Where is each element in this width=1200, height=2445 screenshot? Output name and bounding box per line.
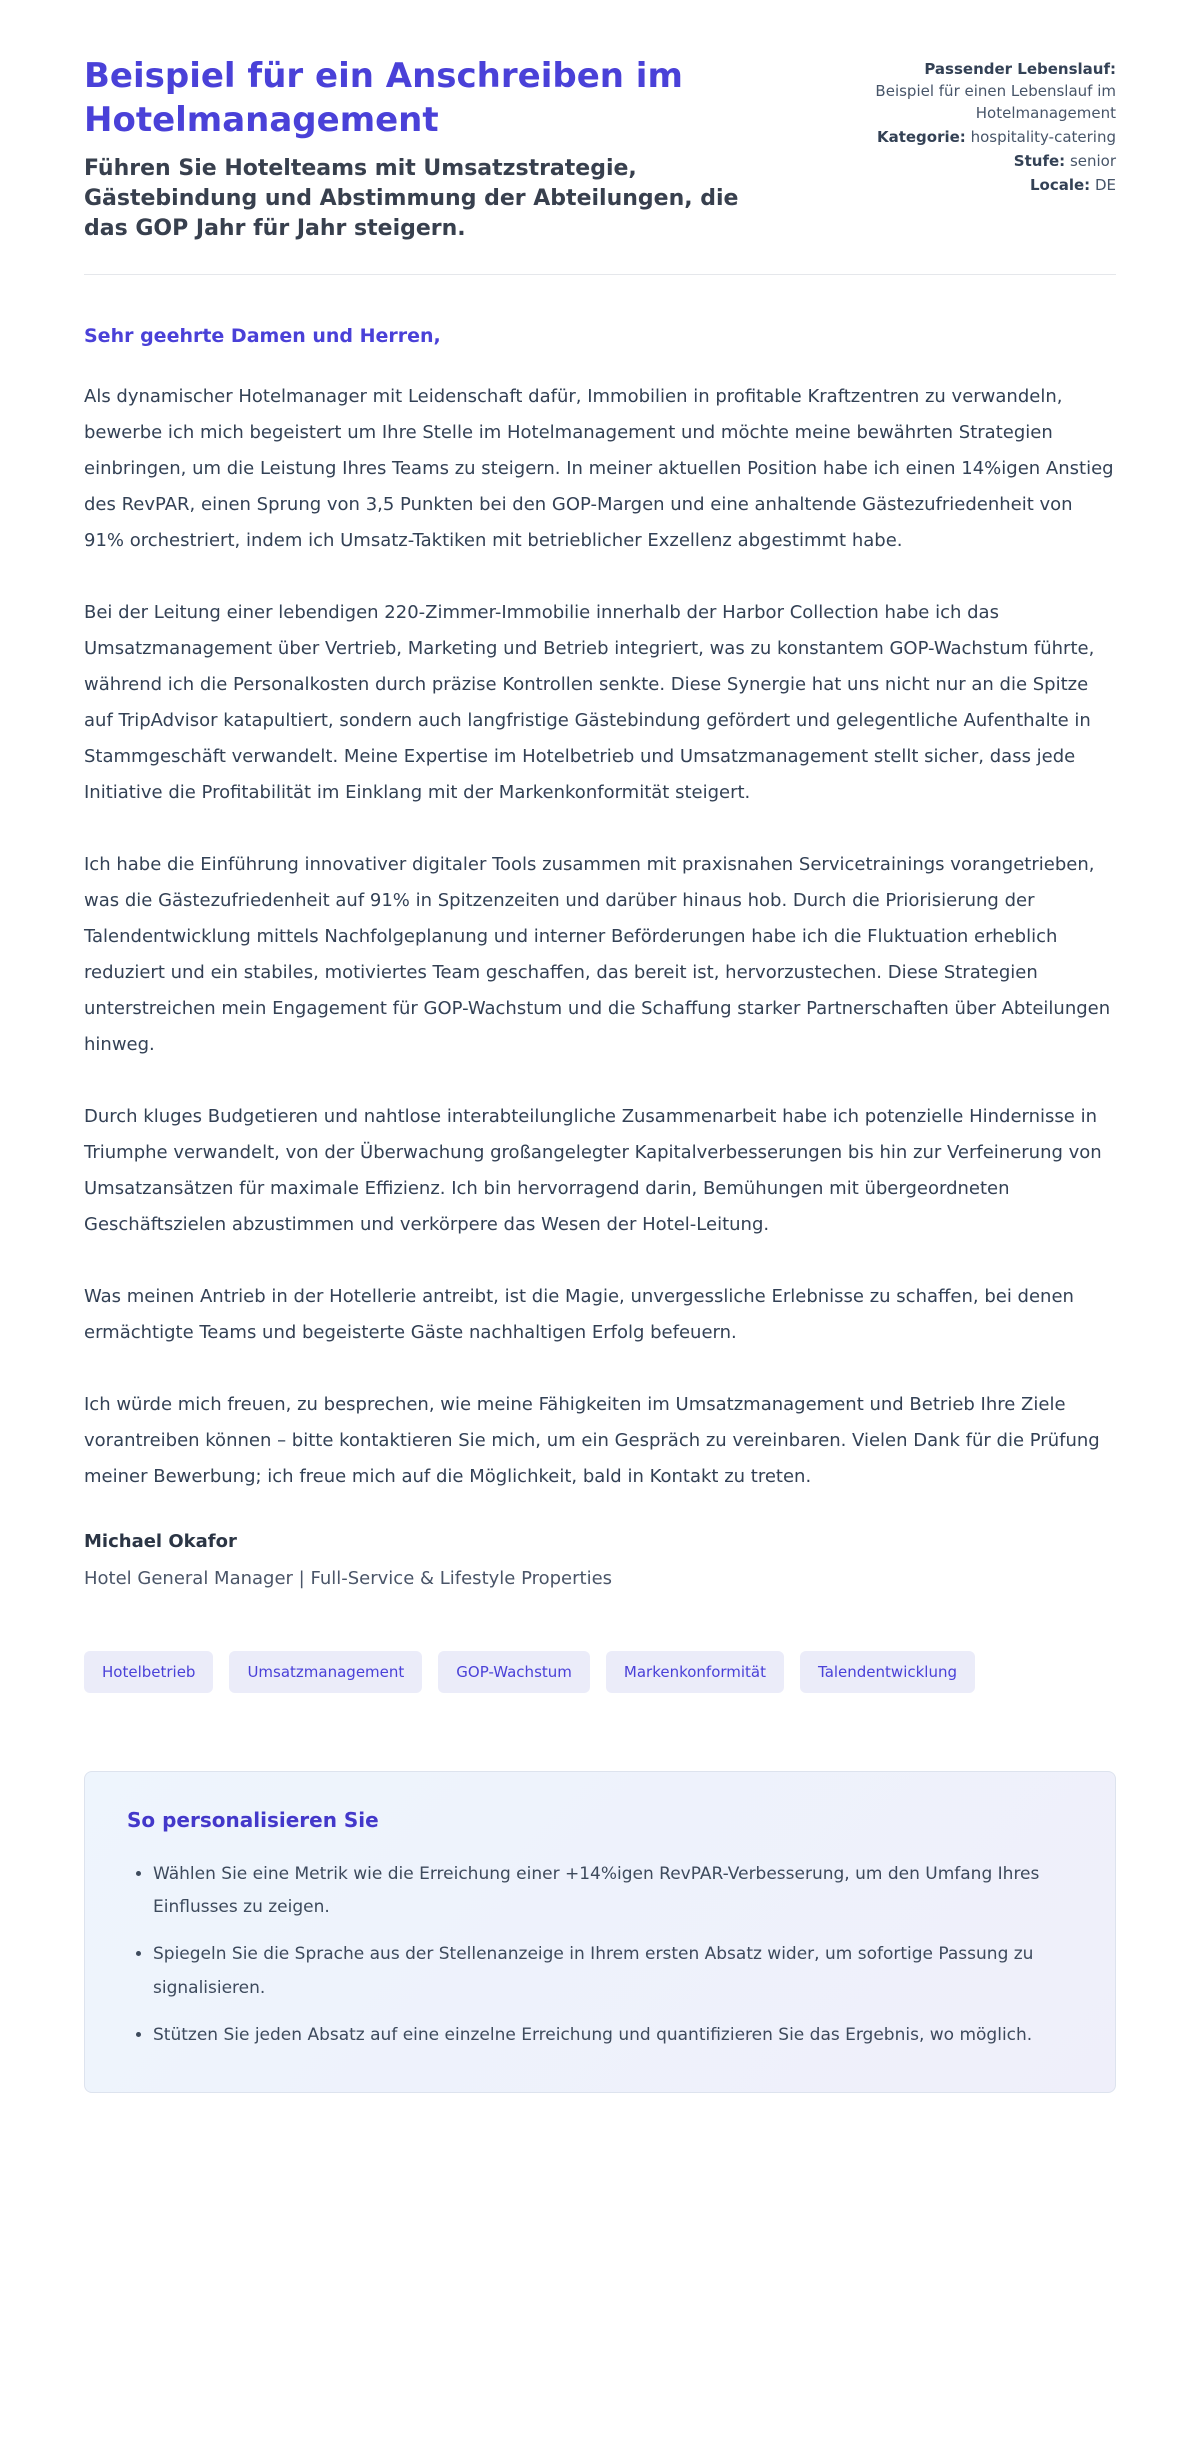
letter-paragraph: Ich habe die Einführung innovativer digitaler Tools zusammen mit praxisnahen Servicetrainings vorangetrieben, was die Gästezufriedenheit auf 91% in Spitzenzeiten und darüber hinaus hob. Durch die Priorisierung der Talendentwicklung mittels Nachfolgeplanung und interner Beförderungen habe ich die Fluktuation erheblich reduziert und ein stabiles, motiviertes Team geschaffen, das bereit ist, hervorzustechen. Diese Strategien unterstreichen mein Engagement für GOP-Wachstum und die Schaffung starker Partnerschaften über Abteilungen hinweg.	[84, 854, 1111, 1056]
page-subtitle: Führen Sie Hotelteams mit Umsatzstrategie, Gästebindung und Abstimmung der Abteilungen, die das GOP Jahr für Jahr steigern.	[84, 156, 739, 242]
title-block	[84, 54, 774, 244]
tag-umsatzmanagement[interactable]: Umsatzmanagement	[229, 1651, 422, 1693]
letter-greeting: Sehr geehrte Damen und Herren,	[84, 325, 441, 348]
meta-resume	[844, 58, 1116, 124]
page-title: Beispiel für ein Anschreiben im Hotelmanagement	[84, 56, 683, 141]
meta-level-label: Stufe:	[1013, 152, 1066, 170]
meta-category-label: Kategorie:	[876, 128, 966, 146]
letter-paragraph: Als dynamischer Hotelmanager mit Leidenschaft dafür, Immobilien in profitable Kraftzentren zu verwandeln, bewerbe ich mich begeistert um Ihre Stelle im Hotelmanagement und möchte meine bewährten Strategien einbringen, um die Leistung Ihres Teams zu steigern. In meiner aktuellen Position habe ich einen 14%igen Anstieg des RevPAR, einen Sprung von 3,5 Punkten bei den GOP-Margen und eine anhaltende Gästezufriedenheit von 91% orchestriert, indem ich Umsatz-Taktiken mit betrieblicher Exzellenz abgestimmt habe.	[84, 386, 1114, 552]
tag-talendentwicklung[interactable]: Talendentwicklung	[800, 1651, 975, 1693]
meta-category-value: hospitality-catering	[970, 128, 1116, 146]
tag-gop-wachstum[interactable]: GOP-Wachstum	[438, 1651, 590, 1693]
meta-level-value: senior	[1069, 152, 1116, 170]
tags-row	[84, 1651, 1116, 1693]
signature-title: Hotel General Manager | Full-Service & Lifestyle Properties	[84, 1568, 613, 1590]
meta-resume-label: Passender Lebenslauf:	[924, 60, 1116, 78]
tag-markenkonformitaet[interactable]: Markenkonformität	[606, 1651, 784, 1693]
cover-letter	[84, 325, 1116, 1589]
matching-resume-link[interactable]: Beispiel für einen Lebenslauf im Hotelmanagement	[875, 82, 1116, 122]
page-header	[84, 54, 1116, 244]
tip-box-heading: So personalisieren Sie	[127, 1808, 379, 1833]
meta-locale	[844, 174, 1116, 196]
personalization-tip-box	[84, 1771, 1116, 2093]
meta-block	[844, 54, 1116, 198]
tip-item: • Stützen Sie jeden Absatz auf eine einzelne Erreichung und quantifizieren Sie das Ergebnis, wo möglich.	[153, 2019, 1073, 2052]
tag-hotelbetrieb[interactable]: Hotelbetrieb	[84, 1651, 213, 1693]
meta-locale-label: Locale:	[1029, 176, 1091, 194]
letter-paragraph: Durch kluges Budgetieren und nahtlose interabteilungliche Zusammenarbeit habe ich potenzielle Hindernisse in Triumphe verwandelt, von der Überwachung großangelegter Kapitalverbesserungen bis hin zur Verfeinerung von Umsatzansätzen für maximale Effizienz. Ich bin hervorragend darin, Bemühungen mit übergeordneten Geschäftszielen abzustimmen und verkörpere das Wesen der Hotel-Leitung.	[84, 1106, 1102, 1236]
tip-list	[127, 1858, 1073, 2052]
meta-category	[844, 126, 1116, 148]
tip-item: • Wählen Sie eine Metrik wie die Erreichung einer +14%igen RevPAR-Verbesserung, um den Umfang Ihres Einflusses zu zeigen.	[153, 1858, 1073, 1924]
page-container	[84, 0, 1116, 2149]
header-divider	[84, 274, 1116, 275]
tip-item: • Spiegeln Sie die Sprache aus der Stellenanzeige in Ihrem ersten Absatz wider, um sofortige Passung zu signalisieren.	[153, 1938, 1073, 2004]
signature-name: Michael Okafor	[84, 1531, 237, 1553]
meta-level	[844, 150, 1116, 172]
letter-paragraph: Was meinen Antrieb in der Hotellerie antreibt, ist die Magie, unvergessliche Erlebnisse zu schaffen, bei denen ermächtigte Teams und begeisterte Gäste nachhaltigen Erfolg befeuern.	[84, 1286, 1074, 1344]
signature-block	[84, 1531, 1116, 1589]
meta-locale-value: DE	[1094, 176, 1116, 194]
letter-paragraph: Bei der Leitung einer lebendigen 220-Zimmer-Immobilie innerhalb der Harbor Collection habe ich das Umsatzmanagement über Vertrieb, Marketing und Betrieb integriert, was zu konstantem GOP-Wachstum führte, während ich die Personalkosten durch präzise Kontrollen senkte. Diese Synergie hat uns nicht nur an die Spitze auf TripAdvisor katapultiert, sondern auch langfristige Gästebindung gefördert und gelegentliche Aufenthalte in Stammgeschäft verwandelt. Meine Expertise im Hotelbetrieb und Umsatzmanagement stellt sicher, dass jede Initiative die Profitabilität im Einklang mit der Markenkonformität steigert.	[84, 602, 1095, 804]
letter-paragraph: Ich würde mich freuen, zu besprechen, wie meine Fähigkeiten im Umsatzmanagement und Betrieb Ihre Ziele vorantreiben können – bitte kontaktieren Sie mich, um ein Gespräch zu vereinbaren. Vielen Dank für die Prüfung meiner Bewerbung; ich freue mich auf die Möglichkeit, bald in Kontakt zu treten.	[84, 1394, 1100, 1488]
